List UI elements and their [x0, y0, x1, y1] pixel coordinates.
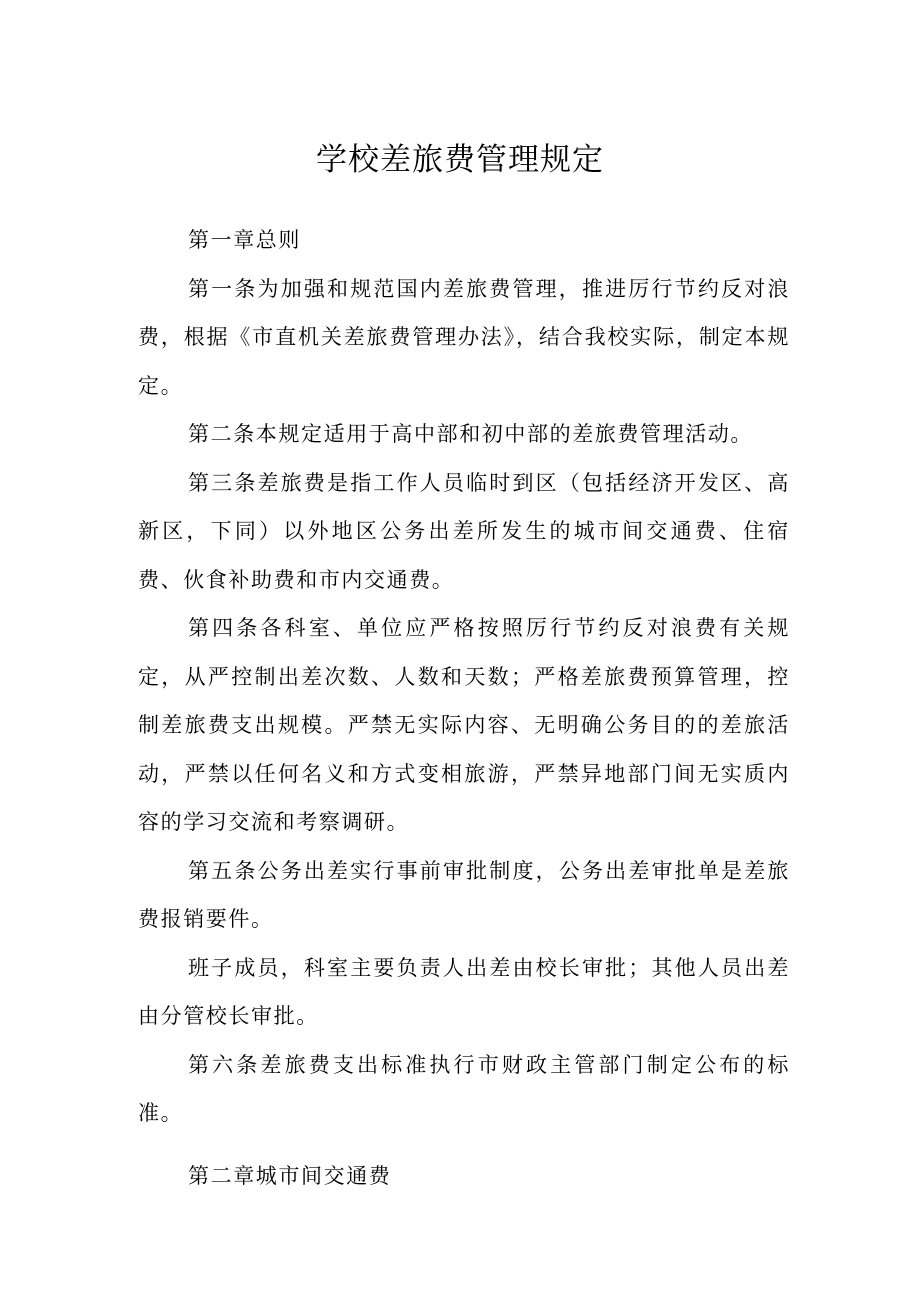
article-paragraph: 第三条差旅费是指工作人员临时到区（包括经济开发区、高新区，下同）以外地区公务出差所发生的城市间交通费、住宿费、伙食补助费和市内交通费。: [138, 470, 790, 592]
article-paragraph: 第一条为加强和规范国内差旅费管理，推进厉行节约反对浪费，根据《市直机关差旅费管理办法》，结合我校实际，制定本规定。: [138, 276, 790, 398]
chapter-heading: 第二章城市间交通费: [188, 1163, 392, 1188]
article-paragraph: 第二条本规定适用于高中部和初中部的差旅费管理活动。: [188, 422, 753, 446]
chapter-heading: 第一章总则: [188, 228, 301, 252]
article-paragraph: 第四条各科室、单位应严格按照厉行节约反对浪费有关规定，从严控制出差次数、人数和天数；严格差旅费预算管理，控制差旅费支出规模。严禁无实际内容、无明确公务目的的差旅活动，严禁以任何名义和方式变相旅游，严禁异地部门间无实质内容的学习交流和考察调研。: [138, 616, 790, 834]
document-body: [138, 216, 790, 1200]
article-paragraph: 第六条差旅费支出标准执行市财政主管部门制定公布的标准。: [138, 1052, 790, 1125]
article-paragraph: 班子成员，科室主要负责人出差由校长审批；其他人员出差由分管校长审批。: [138, 955, 790, 1028]
document-title: 学校差旅费管理规定: [316, 142, 604, 178]
article-paragraph: 第五条公务出差实行事前审批制度，公务出差审批单是差旅费报销要件。: [138, 858, 790, 931]
